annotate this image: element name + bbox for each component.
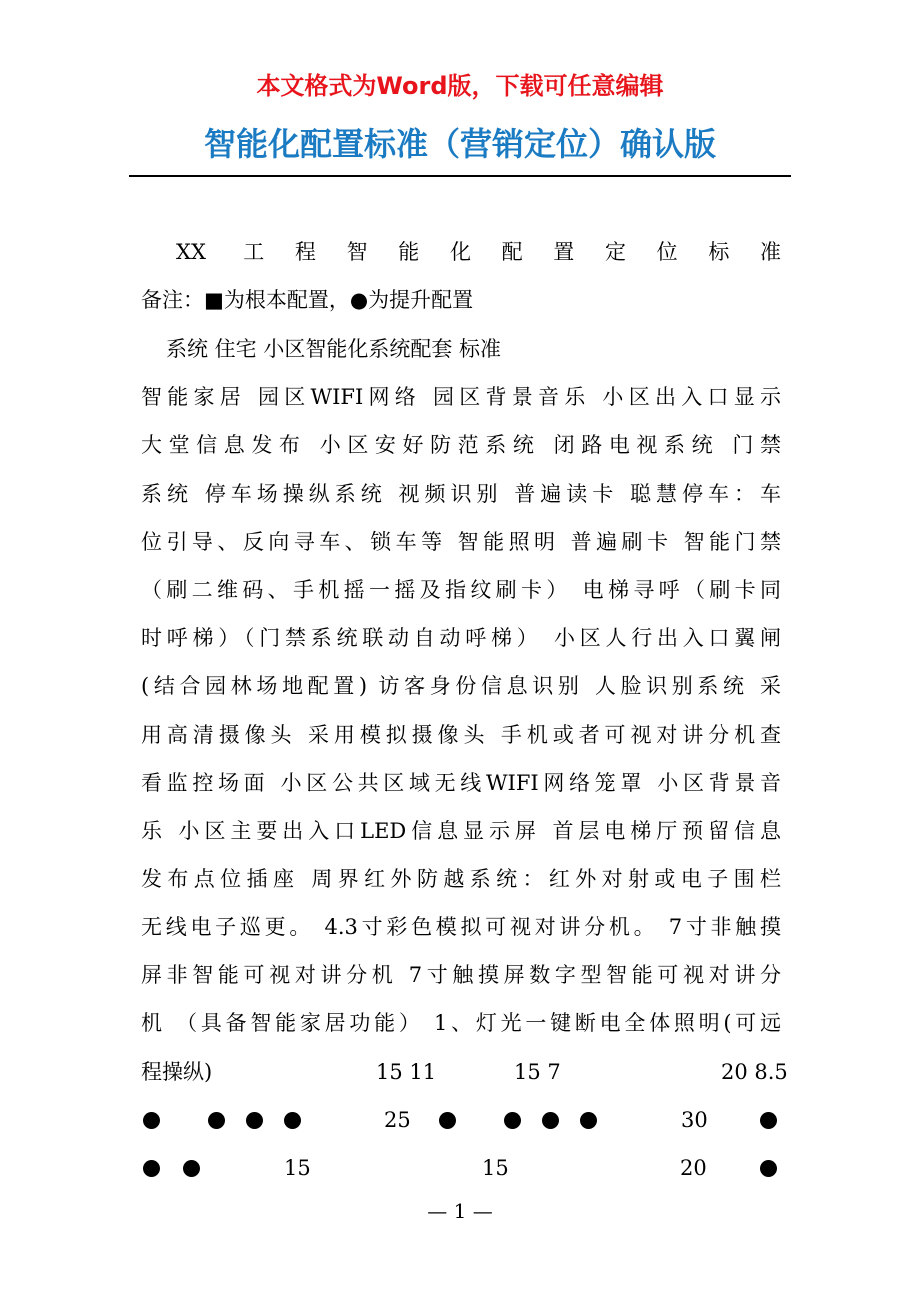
value-cell: 20 8.5 bbox=[721, 1060, 788, 1084]
feature-dot bbox=[580, 1112, 597, 1129]
system-label: 系统 住宅 小区智能化系统配套 标准 bbox=[166, 337, 502, 361]
heading-line: XX 工程智能化配置定位标准 bbox=[176, 240, 781, 264]
feature-dot bbox=[246, 1112, 263, 1129]
table-row-3 bbox=[141, 1153, 781, 1183]
body-line: 屏非智能可视对讲分机 7寸触摸屏数字型智能可视对讲分 bbox=[141, 963, 781, 987]
body-line: 位引导、反向寻车、锁车等 智能照明 普遍刷卡 智能门禁 bbox=[141, 530, 781, 554]
body-line: 机 （具备智能家居功能） 1、灯光一键断电全体照明(可远 bbox=[141, 1011, 781, 1035]
note-line: 备注：■为根本配置，●为提升配置 bbox=[141, 288, 474, 312]
value-cell: 15 bbox=[284, 1156, 311, 1180]
body-line: 无线电子巡更。 4.3寸彩色模拟可视对讲分机。 7寸非触摸 bbox=[141, 915, 781, 939]
page-number: — 1 — bbox=[427, 1199, 493, 1223]
body-line: 智能家居 园区WIFI网络 园区背景音乐 小区出入口显示 bbox=[141, 385, 781, 409]
feature-dot bbox=[208, 1112, 225, 1129]
table-row-2 bbox=[141, 1105, 781, 1135]
value-cell: 30 bbox=[681, 1108, 708, 1132]
feature-dot bbox=[143, 1160, 160, 1177]
title-divider bbox=[129, 175, 791, 177]
value-cell: 20 bbox=[680, 1156, 707, 1180]
table-row-1 bbox=[141, 1057, 788, 1087]
feature-dot bbox=[284, 1112, 301, 1129]
body-line: (结合园林场地配置) 访客身份信息识别 人脸识别系统 采 bbox=[141, 674, 781, 698]
body-line: 大堂信息发布 小区安好防范系统 闭路电视系统 门禁 bbox=[141, 433, 781, 457]
feature-dot bbox=[542, 1112, 559, 1129]
download-banner: 本文格式为Word版，下载可任意编辑 bbox=[256, 72, 664, 100]
body-line-system bbox=[141, 334, 781, 364]
feature-dot bbox=[504, 1112, 521, 1129]
value-cell: 25 bbox=[384, 1108, 411, 1132]
feature-dot bbox=[760, 1112, 777, 1129]
document-title: 智能化配置标准（营销定位）确认版 bbox=[203, 125, 716, 163]
feature-dot bbox=[183, 1160, 200, 1177]
body-line: （刷二维码、手机摇一摇及指纹刷卡） 电梯寻呼（刷卡同 bbox=[141, 578, 781, 602]
value-cell: 15 11 bbox=[376, 1060, 437, 1084]
row-label: 程操纵) bbox=[141, 1060, 213, 1084]
body-line: 时呼梯）（门禁系统联动自动呼梯） 小区人行出入口翼闸 bbox=[141, 626, 781, 650]
value-cell: 15 7 bbox=[514, 1060, 561, 1084]
body-line: 发布点位插座 周界红外防越系统：红外对射或电子围栏 bbox=[141, 867, 781, 891]
body-line: 系统 停车场操纵系统 视频识别 普遍读卡 聪慧停车：车 bbox=[141, 482, 781, 506]
feature-dot bbox=[143, 1112, 160, 1129]
feature-dot bbox=[760, 1160, 777, 1177]
value-cell: 15 bbox=[482, 1156, 509, 1180]
body-line: 乐 小区主要出入口LED信息显示屏 首层电梯厅预留信息 bbox=[141, 819, 781, 843]
feature-dot bbox=[439, 1112, 456, 1129]
body-line: 看监控场面 小区公共区域无线WIFI网络笼罩 小区背景音 bbox=[141, 771, 781, 795]
body-line: 用高清摄像头 采用模拟摄像头 手机或者可视对讲分机查 bbox=[141, 723, 781, 747]
